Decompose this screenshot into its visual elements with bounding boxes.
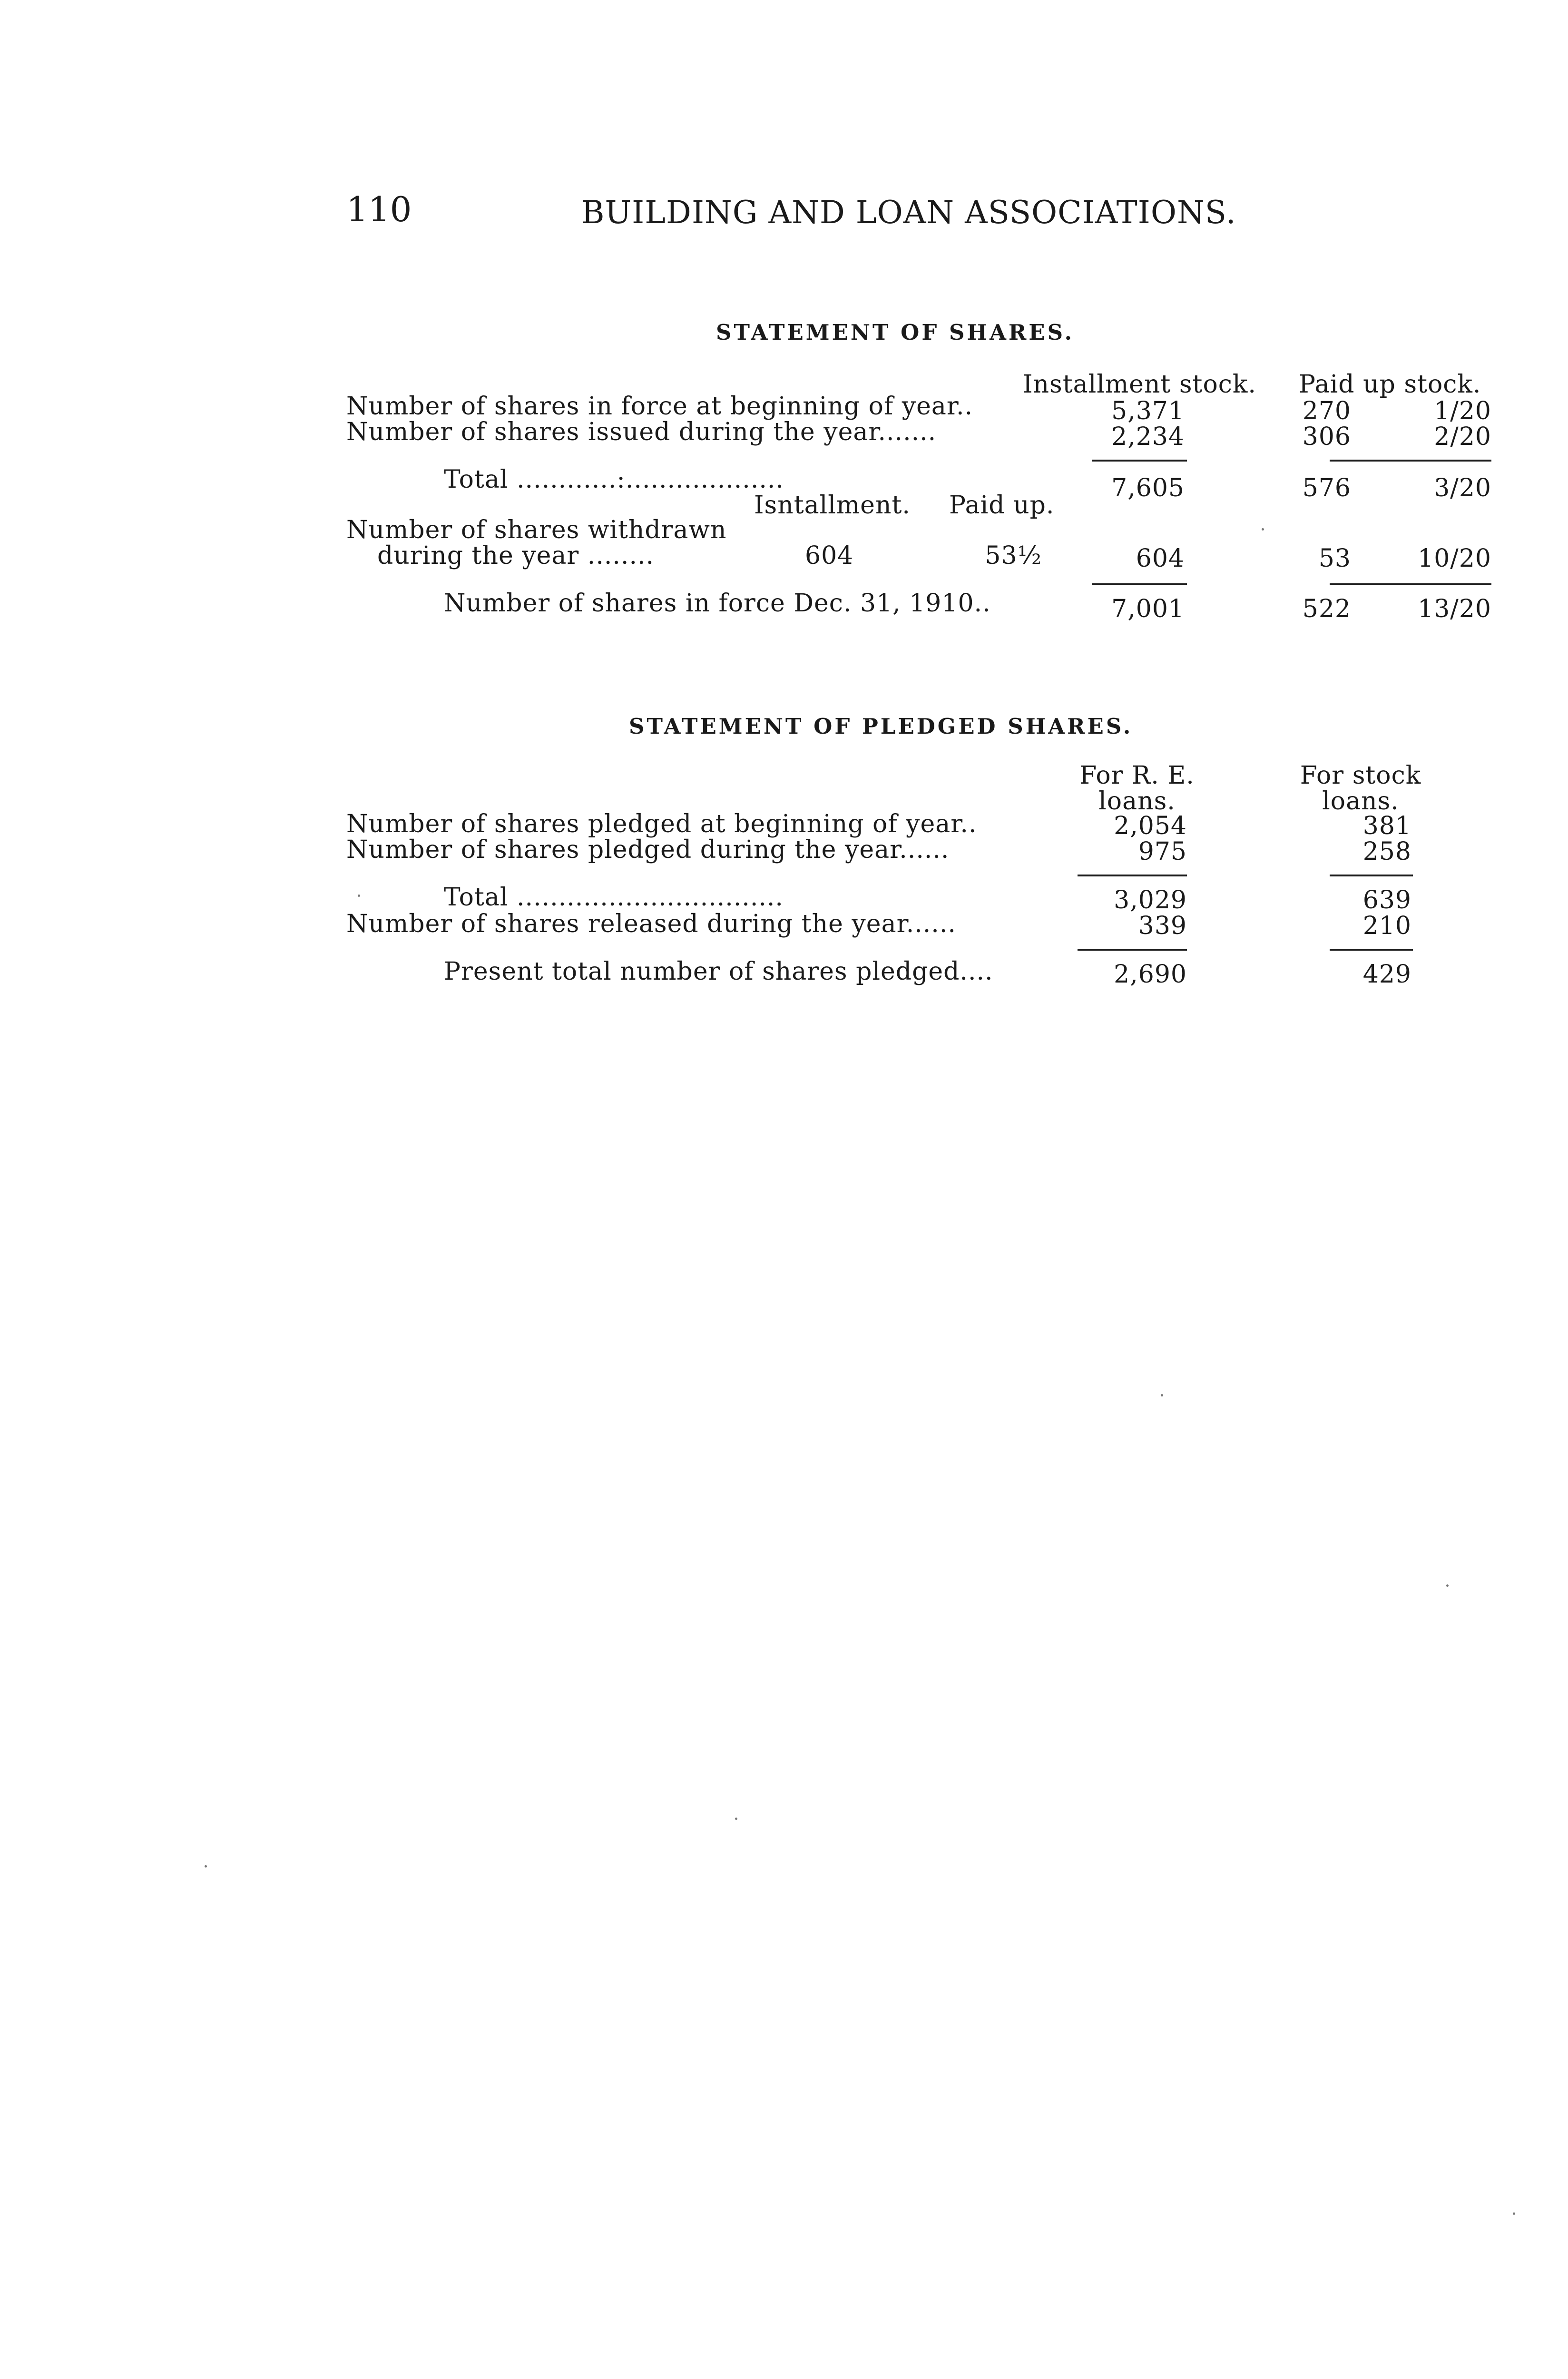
pledged-row-stock: 258 bbox=[1362, 837, 1411, 866]
pledged-total-re: 3,029 bbox=[1114, 886, 1187, 914]
withdrawn-label-cont: during the year ........ bbox=[377, 541, 655, 570]
pledged-row-stock: 381 bbox=[1362, 812, 1411, 840]
pledged-released-re: 339 bbox=[1138, 912, 1187, 940]
shares-final-installment: 7,001 bbox=[1111, 595, 1185, 623]
shares-final-paidup-whole: 522 bbox=[1302, 595, 1351, 623]
shares-total-installment: 7,605 bbox=[1111, 474, 1185, 502]
rule bbox=[1092, 583, 1187, 585]
rule bbox=[1078, 949, 1187, 951]
pledged-total-stock: 639 bbox=[1362, 886, 1411, 914]
shares-row-label: Number of shares in force at beginning of year.. bbox=[346, 392, 973, 421]
rule bbox=[1078, 875, 1187, 876]
pledged-col-stock-cont: loans. bbox=[1322, 787, 1399, 816]
withdrawn-paidup-fraction: 10/20 bbox=[1418, 544, 1491, 573]
rule bbox=[1330, 949, 1413, 951]
pledged-col-stock: For stock bbox=[1300, 761, 1421, 790]
shares-final-label: Number of shares in force Dec. 31, 1910.. bbox=[444, 589, 991, 618]
withdrawn-sub-installment-value: 604 bbox=[805, 541, 854, 570]
pledged-title: STATEMENT OF PLEDGED SHARES. bbox=[629, 714, 1133, 739]
scan-speck bbox=[735, 1818, 737, 1820]
rule bbox=[1330, 460, 1491, 462]
rule bbox=[1330, 875, 1413, 876]
pledged-released-label: Number of shares released during the year...... bbox=[346, 910, 956, 938]
withdrawn-sub-paidup-value: 53½ bbox=[985, 541, 1042, 570]
scan-speck bbox=[358, 895, 360, 897]
withdrawn-sub-installment: Isntallment. bbox=[754, 491, 911, 520]
rule bbox=[1092, 460, 1187, 462]
shares-col-installment: Installment stock. bbox=[1023, 370, 1256, 399]
shares-row-installment: 5,371 bbox=[1111, 397, 1185, 425]
scan-speck bbox=[1513, 2212, 1515, 2215]
shares-row-paidup-fraction: 2/20 bbox=[1434, 423, 1491, 451]
running-title: BUILDING AND LOAN ASSOCIATIONS. bbox=[581, 194, 1236, 231]
shares-row-paidup-whole: 270 bbox=[1302, 397, 1351, 425]
pledged-present-label: Present total number of shares pledged.... bbox=[444, 957, 993, 986]
scan-speck bbox=[1446, 1584, 1449, 1587]
pledged-present-re: 2,690 bbox=[1114, 960, 1187, 989]
shares-row-label: Number of shares issued during the year....... bbox=[346, 418, 937, 446]
shares-row-installment: 2,234 bbox=[1111, 423, 1185, 451]
pledged-col-re: For R. E. bbox=[1079, 761, 1195, 790]
shares-row-paidup-whole: 306 bbox=[1302, 423, 1351, 451]
rule bbox=[1330, 583, 1491, 585]
pledged-row-re: 975 bbox=[1138, 837, 1187, 866]
pledged-row-re: 2,054 bbox=[1114, 812, 1187, 840]
shares-total-paidup-fraction: 3/20 bbox=[1434, 474, 1491, 502]
pledged-row-label: Number of shares pledged at beginning of year.. bbox=[346, 810, 977, 838]
pledged-row-label: Number of shares pledged during the year...... bbox=[346, 836, 950, 864]
shares-total-paidup-whole: 576 bbox=[1302, 474, 1351, 502]
page-number: 110 bbox=[346, 189, 412, 229]
withdrawn-label: Number of shares withdrawn bbox=[346, 516, 727, 544]
withdrawn-sub-paidup: Paid up. bbox=[949, 491, 1055, 520]
pledged-col-re-cont: loans. bbox=[1098, 787, 1176, 816]
shares-title: STATEMENT OF SHARES. bbox=[716, 320, 1075, 345]
scan-speck bbox=[1262, 528, 1264, 531]
shares-col-paidup: Paid up stock. bbox=[1299, 370, 1481, 399]
withdrawn-paidup-whole: 53 bbox=[1318, 544, 1351, 573]
shares-row-paidup-fraction: 1/20 bbox=[1434, 397, 1491, 425]
withdrawn-installment: 604 bbox=[1136, 544, 1185, 573]
scan-speck bbox=[205, 1865, 207, 1868]
pledged-present-stock: 429 bbox=[1362, 960, 1411, 989]
pledged-released-stock: 210 bbox=[1362, 912, 1411, 940]
pledged-total-label: Total ................................ bbox=[444, 883, 784, 912]
shares-total-label: Total ............:................... bbox=[444, 465, 784, 494]
scan-speck bbox=[1161, 1394, 1163, 1396]
shares-final-paidup-fraction: 13/20 bbox=[1418, 595, 1491, 623]
